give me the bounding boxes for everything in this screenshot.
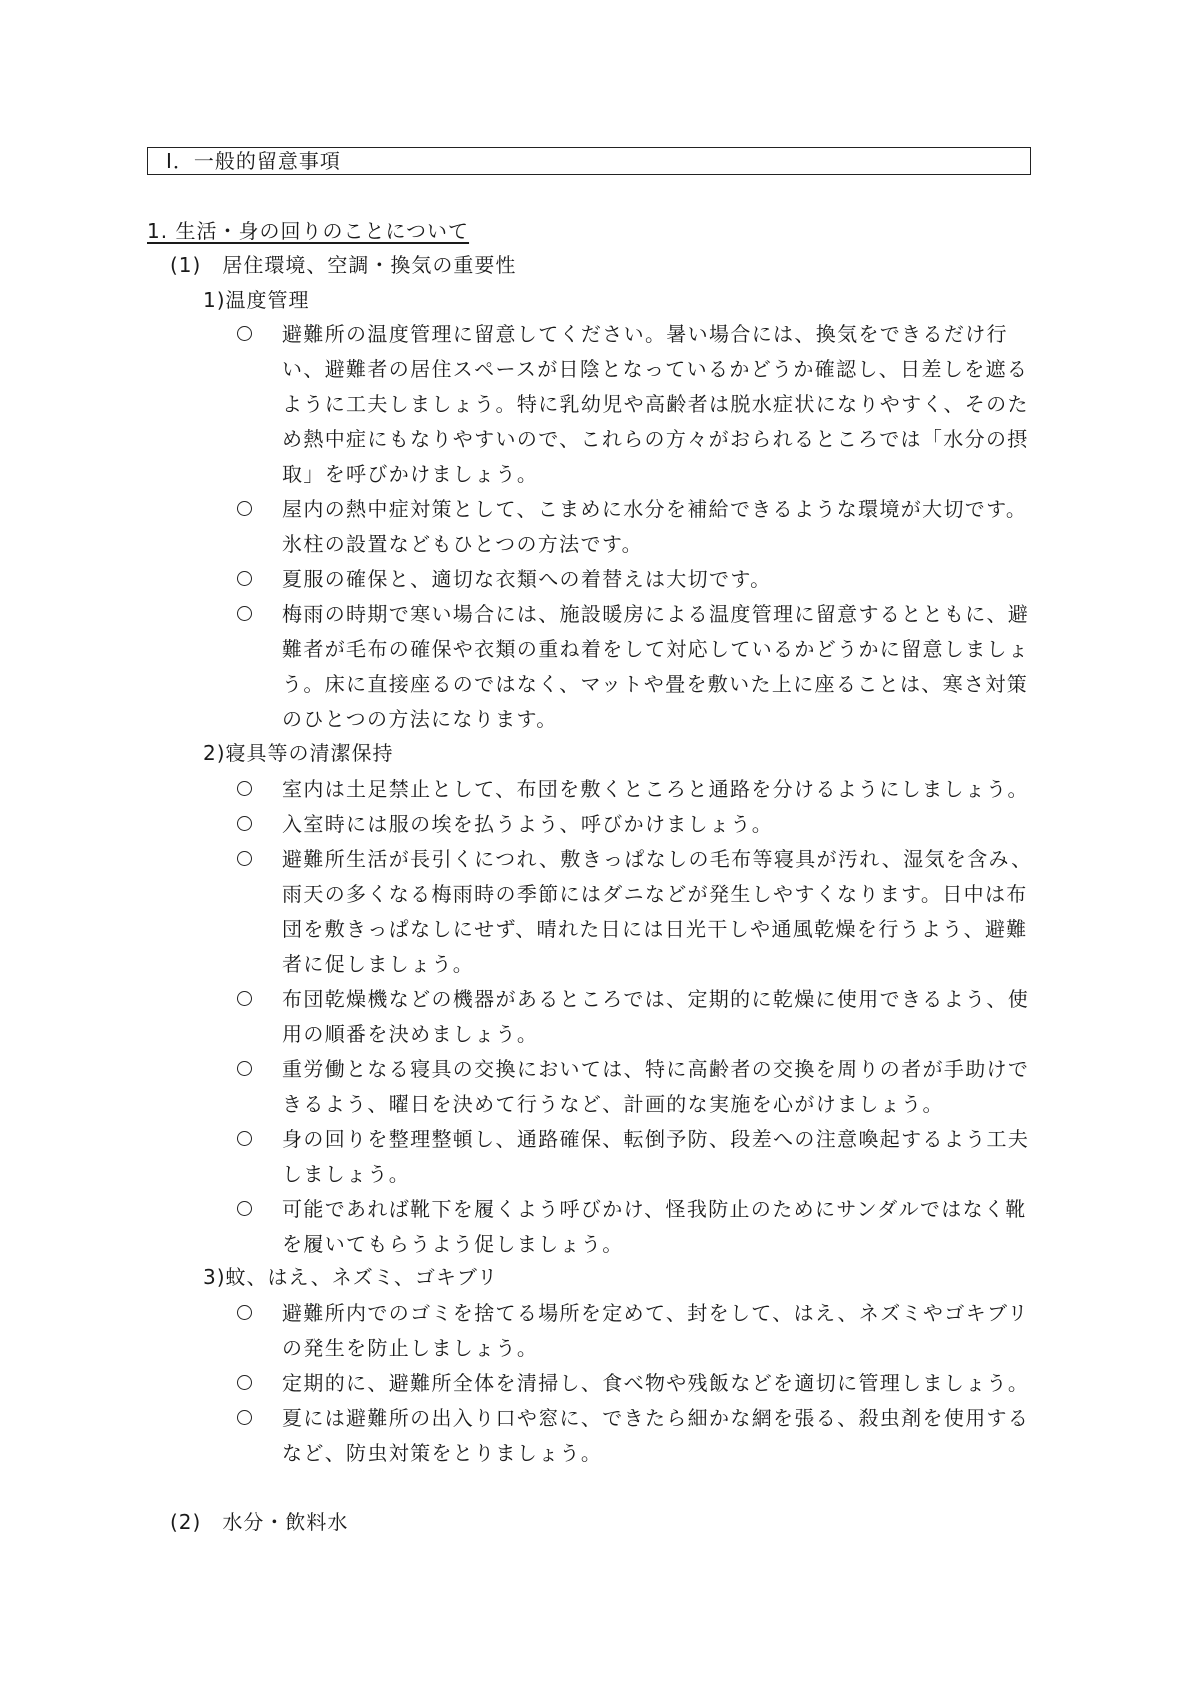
section-heading: 1. 生活・身の回りのことについて bbox=[147, 219, 470, 243]
topic-heading-temperature: 1)温度管理 bbox=[203, 288, 310, 312]
list-item bbox=[236, 842, 1036, 982]
list-item bbox=[236, 492, 1036, 562]
subsection-heading: (2) 水分・飲料水 bbox=[170, 1510, 349, 1534]
topic-list-bedding bbox=[236, 772, 1036, 1262]
circle-bullet-icon bbox=[237, 1201, 252, 1216]
circle-bullet-icon bbox=[237, 326, 252, 341]
circle-bullet-icon bbox=[237, 816, 252, 831]
list-item-text: 重労働となる寝具の交換においては、特に高齢者の交換を周りの者が手助けできるよう、曜日を決めて行うなど、計画的な実施を心がけましょう。 bbox=[282, 1057, 1030, 1116]
list-item-text: 布団乾燥機などの機器があるところでは、定期的に乾燥に使用できるよう、使用の順番を決めましょう。 bbox=[282, 987, 1030, 1046]
circle-bullet-icon bbox=[237, 1305, 252, 1320]
list-item bbox=[236, 982, 1036, 1052]
circle-bullet-icon bbox=[237, 1410, 252, 1425]
list-item-text: 夏服の確保と、適切な衣類への着替えは大切です。 bbox=[282, 567, 772, 591]
list-item bbox=[236, 1296, 1036, 1366]
list-item bbox=[236, 317, 1036, 492]
circle-bullet-icon bbox=[237, 501, 252, 516]
circle-bullet-icon bbox=[237, 851, 252, 866]
list-item bbox=[236, 1192, 1036, 1262]
topic-heading-bedding: 2)寝具等の清潔保持 bbox=[203, 741, 394, 765]
circle-bullet-icon bbox=[237, 1061, 252, 1076]
list-item bbox=[236, 1052, 1036, 1122]
list-item-text: 入室時には服の埃を払うよう、呼びかけましょう。 bbox=[282, 812, 774, 836]
circle-bullet-icon bbox=[237, 1131, 252, 1146]
list-item-text: 定期的に、避難所全体を清掃し、食べ物や残飯などを適切に管理しましょう。 bbox=[282, 1371, 1030, 1395]
list-item-text: 屋内の熱中症対策として、こまめに水分を補給できるような環境が大切です。氷柱の設置などもひとつの方法です。 bbox=[282, 497, 1028, 556]
subsection-heading: (1) 居住環境、空調・換気の重要性 bbox=[170, 253, 517, 277]
circle-bullet-icon bbox=[237, 571, 252, 586]
list-item-text: 避難所の温度管理に留意してください。暑い場合には、換気をできるだけ行い、避難者の居住スペースが日陰となっているかどうか確認し、日差しを遮るように工夫しましょう。特に乳幼児や高齢者は脱水症状になりやすく、そのため熱中症にもなりやすいので、これらの方々がおられるところでは「水分の摂取」を呼びかけましょう。 bbox=[282, 322, 1029, 486]
topic-heading-pests: 3)蚊、はえ、ネズミ、ゴキブリ bbox=[203, 1265, 499, 1289]
list-item-text: 室内は土足禁止として、布団を敷くところと通路を分けるようにしましょう。 bbox=[282, 777, 1029, 801]
list-item-text: 可能であれば靴下を履くよう呼びかけ、怪我防止のためにサンダルではなく靴を履いてもらうよう促しましょう。 bbox=[282, 1197, 1027, 1256]
list-item bbox=[236, 1122, 1036, 1192]
list-item-text: 夏には避難所の出入り口や窓に、できたら細かな網を張る、殺虫剤を使用するなど、防虫対策をとりましょう。 bbox=[282, 1406, 1030, 1465]
list-item-text: 梅雨の時期で寒い場合には、施設暖房による温度管理に留意するとともに、避難者が毛布の確保や衣類の重ね着をして対応しているかどうかに留意しましょう。床に直接座るのではなく、マットや畳を敷いた上に座ることは、寒さ対策のひとつの方法になります。 bbox=[282, 602, 1030, 731]
circle-bullet-icon bbox=[237, 781, 252, 796]
chapter-title: Ⅰ．一般的留意事項 bbox=[147, 147, 1031, 175]
circle-bullet-icon bbox=[237, 1375, 252, 1390]
list-item bbox=[236, 1366, 1036, 1401]
circle-bullet-icon bbox=[237, 991, 252, 1006]
circle-bullet-icon bbox=[237, 606, 252, 621]
list-item bbox=[236, 807, 1036, 842]
list-item bbox=[236, 562, 1036, 597]
topic-list-temperature bbox=[236, 317, 1036, 737]
list-item-text: 身の回りを整理整頓し、通路確保、転倒予防、段差への注意喚起するよう工夫しましょう。 bbox=[282, 1127, 1030, 1186]
topic-list-pests bbox=[236, 1296, 1036, 1471]
list-item bbox=[236, 597, 1036, 737]
list-item-text: 避難所内でのゴミを捨てる場所を定めて、封をして、はえ、ネズミやゴキブリの発生を防止しましょう。 bbox=[282, 1301, 1029, 1360]
list-item bbox=[236, 1401, 1036, 1471]
list-item-text: 避難所生活が長引くにつれ、敷きっぱなしの毛布等寝具が汚れ、湿気を含み、雨天の多くなる梅雨時の季節にはダニなどが発生しやすくなります。日中は布団を敷きっぱなしにせず、晴れた日には日光干しや通風乾燥を行うよう、避難者に促しましょう。 bbox=[282, 847, 1033, 976]
list-item bbox=[236, 772, 1036, 807]
